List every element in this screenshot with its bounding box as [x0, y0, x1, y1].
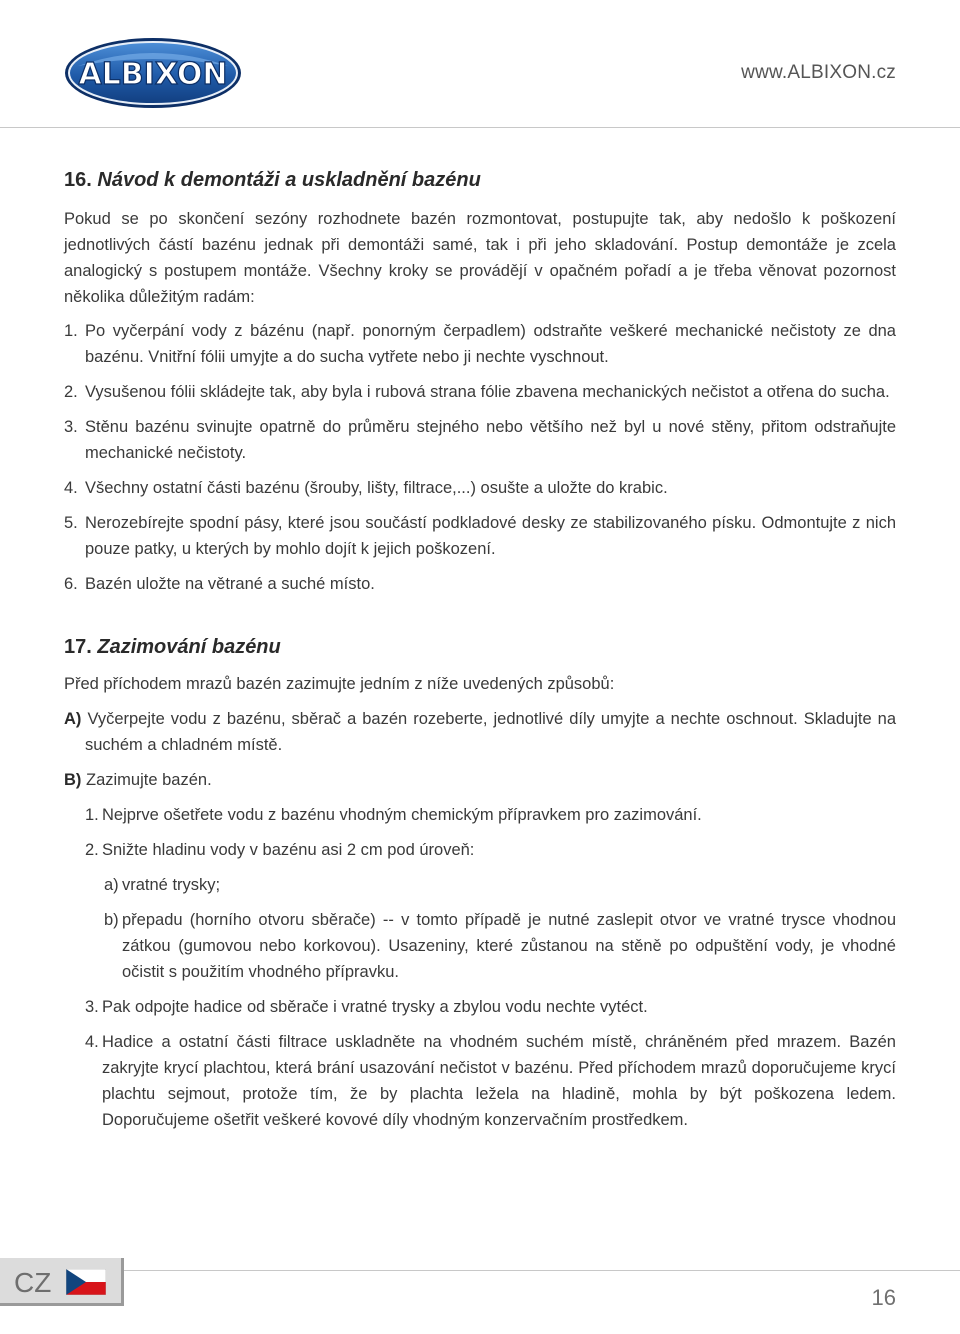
list-item-number: 5. — [64, 514, 78, 532]
option-b-text: Zazimujte bazén. — [86, 771, 212, 789]
list-subitem — [104, 907, 896, 985]
list-item-text: Po vyčerpání vody z bázénu (např. ponorným čerpadlem) odstraňte veškeré mechanické nečistoty ze dna bazénu. Vnitřní fólii umyjte a do sucha vytřete nebo ji nechte vyschnout. — [85, 322, 896, 366]
list-item-text: Pak odpojte hadice od sběrače i vratné trysky a zbylou vodu nechte vytéct. — [102, 998, 648, 1016]
list-item — [85, 837, 896, 863]
option-a — [64, 706, 896, 758]
section-17-heading — [64, 633, 896, 661]
list-item-number: 2. — [64, 383, 78, 401]
albixon-logo — [64, 36, 242, 110]
section-17 — [64, 633, 896, 1133]
section-16-title: Návod k demontáži a uskladnění bazénu — [97, 169, 481, 191]
list-item — [85, 1029, 896, 1133]
section-17-lead: Před příchodem mrazů bazén zazimujte jedním z níže uvedených způsobů: — [64, 675, 615, 693]
section-17-title: Zazimování bazénu — [97, 636, 281, 658]
list-subitem-letter: b) — [104, 911, 119, 929]
list-subitem-text: přepadu (horního otvoru sběrače) -- v tomto případě je nutné zaslepit otvor ve vratné trysce vhodnou zátkou (gumovou nebo korkovou). Usazeniny, které zůstanou na stěně po odpuštění vody, je vhodné očistit s použitím vhodného přípravku. — [122, 911, 896, 981]
option-a-label: A) — [64, 710, 82, 728]
option-b-label: B) — [64, 771, 82, 789]
list-item — [64, 379, 896, 405]
footer-divider — [118, 1270, 960, 1271]
list-item-number: 2. — [85, 841, 99, 859]
list-item-text: Hadice a ostatní části filtrace uskladněte na vhodném suchém místě, chráněném před mrazem. Bazén zakryjte krycí plachtou, která brání usazování nečistot v bazénu. Před příchodem mrazů doporučujeme krycí plachtu sejmout, protože tím, že by plachta ležela na hladině, mohla by být poškozena ledem. Doporučujeme ošetřit veškeré kovové díly vhodným konzervačním prostředkem. — [102, 1033, 896, 1129]
option-b — [64, 767, 896, 793]
list-item-number: 4. — [64, 479, 78, 497]
list-item-text: Snižte hladinu vody v bazénu asi 2 cm pod úroveň: — [102, 841, 475, 859]
list-item-text: Vysušenou fólii skládejte tak, aby byla i rubová strana fólie zbavena mechanických nečistot a otřena do sucha. — [85, 383, 890, 401]
section-16-intro: Pokud se po skončení sezóny rozhodnete bazén rozmontovat, postupujte tak, aby nedošlo k poškození jednotlivých částí bazénu jednak při demontáži samé, tak i při jeho skladování. Postup demontáže je zcela analogický s postupem montáže. Všechny kroky se provádějí v opačném pořadí a je třeba věnovat pozornost několika důležitým radám: — [64, 210, 896, 306]
option-a-text: Vyčerpejte vodu z bazénu, sběrač a bazén rozeberte, jednotlivé díly umyjte a nechte oschnout. Skladujte na suchém a chladném místě. — [85, 710, 896, 754]
list-item — [85, 994, 896, 1020]
section-16-heading — [64, 166, 896, 194]
list-item — [64, 475, 896, 501]
list-item-text: Nerozebírejte spodní pásy, které jsou součástí podkladové desky ze stabilizovaného písku. Odmontujte z nich pouze patky, u kterých by mohlo dojít k jejich poškození. — [85, 514, 896, 558]
main-content — [64, 166, 896, 1142]
website-url: www.ALBIXON.cz — [741, 62, 896, 83]
list-item — [64, 318, 896, 370]
page-number: 16 — [871, 1285, 896, 1310]
list-item-number: 1. — [64, 322, 78, 340]
list-item — [64, 510, 896, 562]
list-item-number: 3. — [85, 998, 99, 1016]
czech-flag-icon — [66, 1269, 106, 1295]
page-header — [0, 0, 960, 128]
svg-text:ALBIXON: ALBIXON — [78, 57, 228, 92]
list-item-number: 1. — [85, 806, 99, 824]
section-16-list — [64, 318, 896, 597]
list-item — [64, 414, 896, 466]
list-item-text: Nejprve ošetřete vodu z bazénu vhodným chemickým přípravkem pro zazimování. — [102, 806, 702, 824]
section-16-number: 16. — [64, 169, 92, 191]
list-item — [85, 802, 896, 828]
section-17-number: 17. — [64, 636, 92, 658]
list-subitem — [104, 872, 896, 898]
list-item-text: Bazén uložte na větrané a suché místo. — [85, 575, 375, 593]
list-item-number: 3. — [64, 418, 78, 436]
header-divider — [0, 127, 960, 128]
list-item — [64, 571, 896, 597]
list-item-text: Všechny ostatní části bazénu (šrouby, lišty, filtrace,...) osušte a uložte do krabic. — [85, 479, 668, 497]
list-subitem-letter: a) — [104, 876, 119, 894]
list-subitem-text: vratné trysky; — [122, 876, 221, 894]
list-item-number: 6. — [64, 575, 78, 593]
language-tab — [0, 1258, 124, 1306]
list-item-number: 4. — [85, 1033, 99, 1051]
list-item-text: Stěnu bazénu svinujte opatrně do průměru stejného nebo většího než byl u nové stěny, přitom odstraňujte mechanické nečistoty. — [85, 418, 896, 462]
language-code: CZ — [14, 1267, 52, 1298]
